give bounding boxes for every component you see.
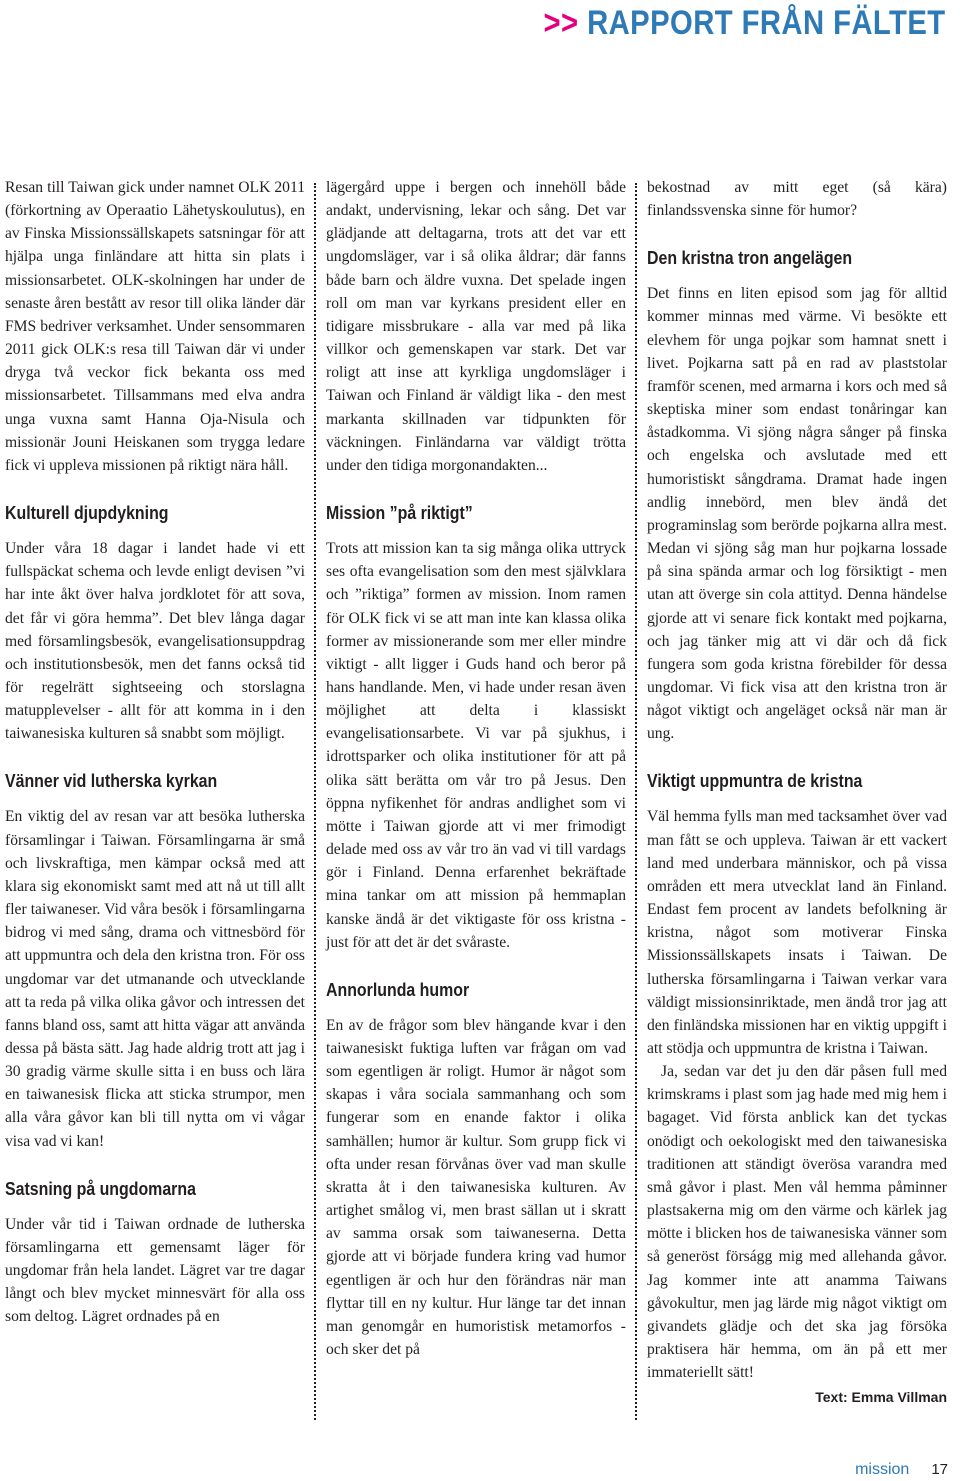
paragraph: Under våra 18 dagar i landet hade vi ett fullspäckat schema och levde enligt devisen ”vi har inte åkt över halva jordklotet för att sova, det får vi göra hemma”. Det blev långa dagar med församlingsbesök, evangelisationsuppdrag och institutionsbesök, men det fanns också tid för regelrätt sightseeing och storslagna matupplevelser - allt för att komma in i den taiwanesiska kulturen så snabbt som möjligt. — [5, 540, 305, 743]
subheading: Mission ”på riktigt” — [326, 502, 473, 524]
subheading: Den kristna tron angelägen — [647, 247, 853, 269]
article-column-2 — [326, 176, 626, 1361]
paragraph: En viktig del av resan var att besöka lutherska församlingar i Taiwan. Församlingarna är små och livskraftiga, men kämpar också med att klara sig ekonomiskt samt med att nå ut till allt fler taiwaneser. Vid våra besök i församlingarna bidrog vi med sång, drama och vittnesbörd för att uppmuntra och dela den kristna tron. För oss ungdomar var det utmanande och utvecklande att ta reda på vilka olika gåvor och intressen det fanns bland oss, samt att hitta vägar att använda dessa på bästa sätt. Jag hade aldrig trott att jag i 30 gradig värme skulle sitta i en buss och lära en taiwanesisk flicka att sticka strumpor, men alla våra gåvor kan bli till nytta om vi vågar visa vad vi kan! — [5, 808, 305, 1150]
intro-paragraph: Resan till Taiwan gick under namnet OLK 2011 (förkortning av Operaatio Lähetyskoulutus), en av Finska Missionssällskapets satsningar för att hjälpa unga finländare att hitta sin plats i missionsarbetet. OLK-skolningen har under de senaste åren bestått av resor till olika länder där FMS bedriver verksamhet. Under sensommaren 2011 gick OLK:s resa till Taiwan där vi under dryga två veckor fick bekanta oss med missionsarbetet. Tillsammans med elva andra unga vuxna samt Hanna Oja-Nisula och missionär Jouni Heiskanen som trygga ledare fick vi uppleva missionen på riktigt nära håll. — [5, 179, 305, 474]
paragraph: lägergård uppe i bergen och innehöll både andakt, undervisning, lekar och sång. Det var glädjande att deltagarna, trots att det var ett ungdomsläger, var i så olika åldrar; där fanns både barn och äldre vuxna. Det spelade ingen roll om man var kyrkans president eller en tidigare missbrukare - alla var med på lika villkor och gemenskapen var stark. Det var roligt att inse att kyrkliga ungdomsläger i Taiwan och Finland är väldigt lika - den mest markanta skillnaden var tidpunkten för väckningen. Finländarna var väldigt trötta under den tidiga morgonandakten... — [326, 179, 626, 474]
paragraph: Väl hemma fylls man med tacksamhet över vad man fått se och uppleva. Taiwan är ett vackert land med underbara människor, och på vissa områden ett mera utvecklat land än Finland. Endast fem procent av landets befolkning är kristna, något som motiverar Finska Missionssällskapets insats i Taiwan. De lutherska församlingarna i Taiwan verkar vara väldigt missionsinriktade, men ändå tror jag att den finländska missionen har en viktig uppgift i att stödja och uppmuntra de kristna i Taiwan. — [647, 808, 947, 1057]
paragraph: En av de frågor som blev hängande kvar i den taiwanesiskt fuktiga luften var frågan om vad som egentligen är roligt. Humor är något som skapas i våra sociala sammanhang och som fungerar som en enande faktor i olika samhällen; humor är kultur. Som grupp fick vi ofta under resan förvånas över vad man skulle skratta åt i den taiwanesiska kulturen. Av artighet smålog vi, men brast sällan ut i skratt av samma orsak som taiwaneserna. Detta gjorde att vi började fundera kring vad humor egentligen är och hur den förändras när man flyttar till en ny kultur. Hur länge tar det innan man genomgår en humoristisk metamorfos - och sker det på — [326, 1016, 626, 1359]
double-arrow-icon: >> — [543, 4, 579, 42]
subheading: Vänner vid lutherska kyrkan — [5, 770, 218, 792]
magazine-name: mission — [855, 1461, 910, 1478]
subheading: Viktigt uppmuntra de kristna — [647, 770, 863, 792]
section-title: RAPPORT FRÅN FÄLTET — [587, 4, 946, 42]
article-column-1 — [5, 176, 305, 1329]
paragraph: Trots att mission kan ta sig många olika uttryck ses ofta evangelisation som den mest självklara och ”riktiga” formen av mission. Inom ramen för OLK fick vi se att man inte kan klassa olika former av missionerande som mer eller mindre viktigt - allt ligger i Guds hand och beror på hans handlande. Men, vi hade under resan även möjlighet att delta i klassiskt evangelisationsarbete. Vi var på sjukhus, i idrottsparker och olika institutioner för att på olika sätt berätta om vår tro på Jesus. Den öppna nyfikenhet för andras andlighet som vi mötte i Taiwan gjorde att vi mer frimodigt delade med oss av vår tro än vad vi till vardags gör i Finland. Denna erfarenhet bekräftade mina tankar om att mission på hemmaplan kanske ändå är det viktigaste för oss kristna - just för att det är det svåraste. — [326, 540, 626, 951]
subheading: Kulturell djupdykning — [5, 502, 169, 524]
column-divider — [635, 183, 637, 1420]
article-column-3 — [647, 176, 947, 1410]
paragraph: Ja, sedan var det ju den där påsen full med krimskrams i plast som jag hade med mig hem i bagaget. Vid första anblick kan det tyckas onödigt och oekologiskt med den taiwanesiska traditionen att ständigt överösa varandra med små gåvor i plast. Men vål hemma påminner plastsakerna mig om den värme och kärlek jag mötte i blicken hos de taiwanesiska vänner som så generöst förságg mig med allehanda gåvor. Jag kommer inte att anamma Taiwans gåvokultur, men jag lärde mig något viktigt om givandets glädje och det ska jag försöka praktisera här hemma, om än på ett mer immateriellt sätt! — [647, 1063, 947, 1382]
section-header — [544, 4, 946, 43]
paragraph: Under vår tid i Taiwan ordnade de lutherska församlingarna ett gemensamt läger för ungdomar från hela landet. Lägret var tre dagar långt och blev mycket minnesvärt för alla oss som deltog. Lägret ordnades på en — [5, 1215, 305, 1326]
paragraph: bekostnad av mitt eget (så kära) finlandssvenska sinne för humor? — [647, 179, 947, 220]
page-number: 17 — [931, 1461, 948, 1478]
page-footer — [855, 1461, 948, 1479]
author-credit: Text: Emma Villman — [815, 1389, 947, 1406]
subheading: Annorlunda humor — [326, 978, 470, 1000]
column-divider — [314, 183, 316, 1420]
paragraph: Det finns en liten episod som jag för alltid kommer minnas med värme. Vi besökte ett elevhem för unga pojkar som hamnat snett i livet. Pojkarna satt på en rad av plaststolar framför scenen, med armarna i kors och med så skeptiska miner som endast tonåringar kan åstadkomma. Vi sjöng några sånger på finska och engelska och avslutade med ett humoristiskt sångdrama. Dramat hade ingen andlig innebörd, men blev ändå det programinslag som berörde pojkarna allra mest. Medan vi sjöng såg man hur pojkarna lossade på sina spända armar och log försiktigt - men utan att överge sin cola attityd. Denna händelse gjorde att vi senare fick kontakt med pojkarna, och jag tänker mig att vi där och då fick fungera som goda kristna förebilder för dessa ungdomar. Vi fick visa att den kristna tron är något viktigt och angeläget också när man är ung. — [647, 285, 947, 743]
subheading: Satsning på ungdomarna — [5, 1177, 196, 1199]
